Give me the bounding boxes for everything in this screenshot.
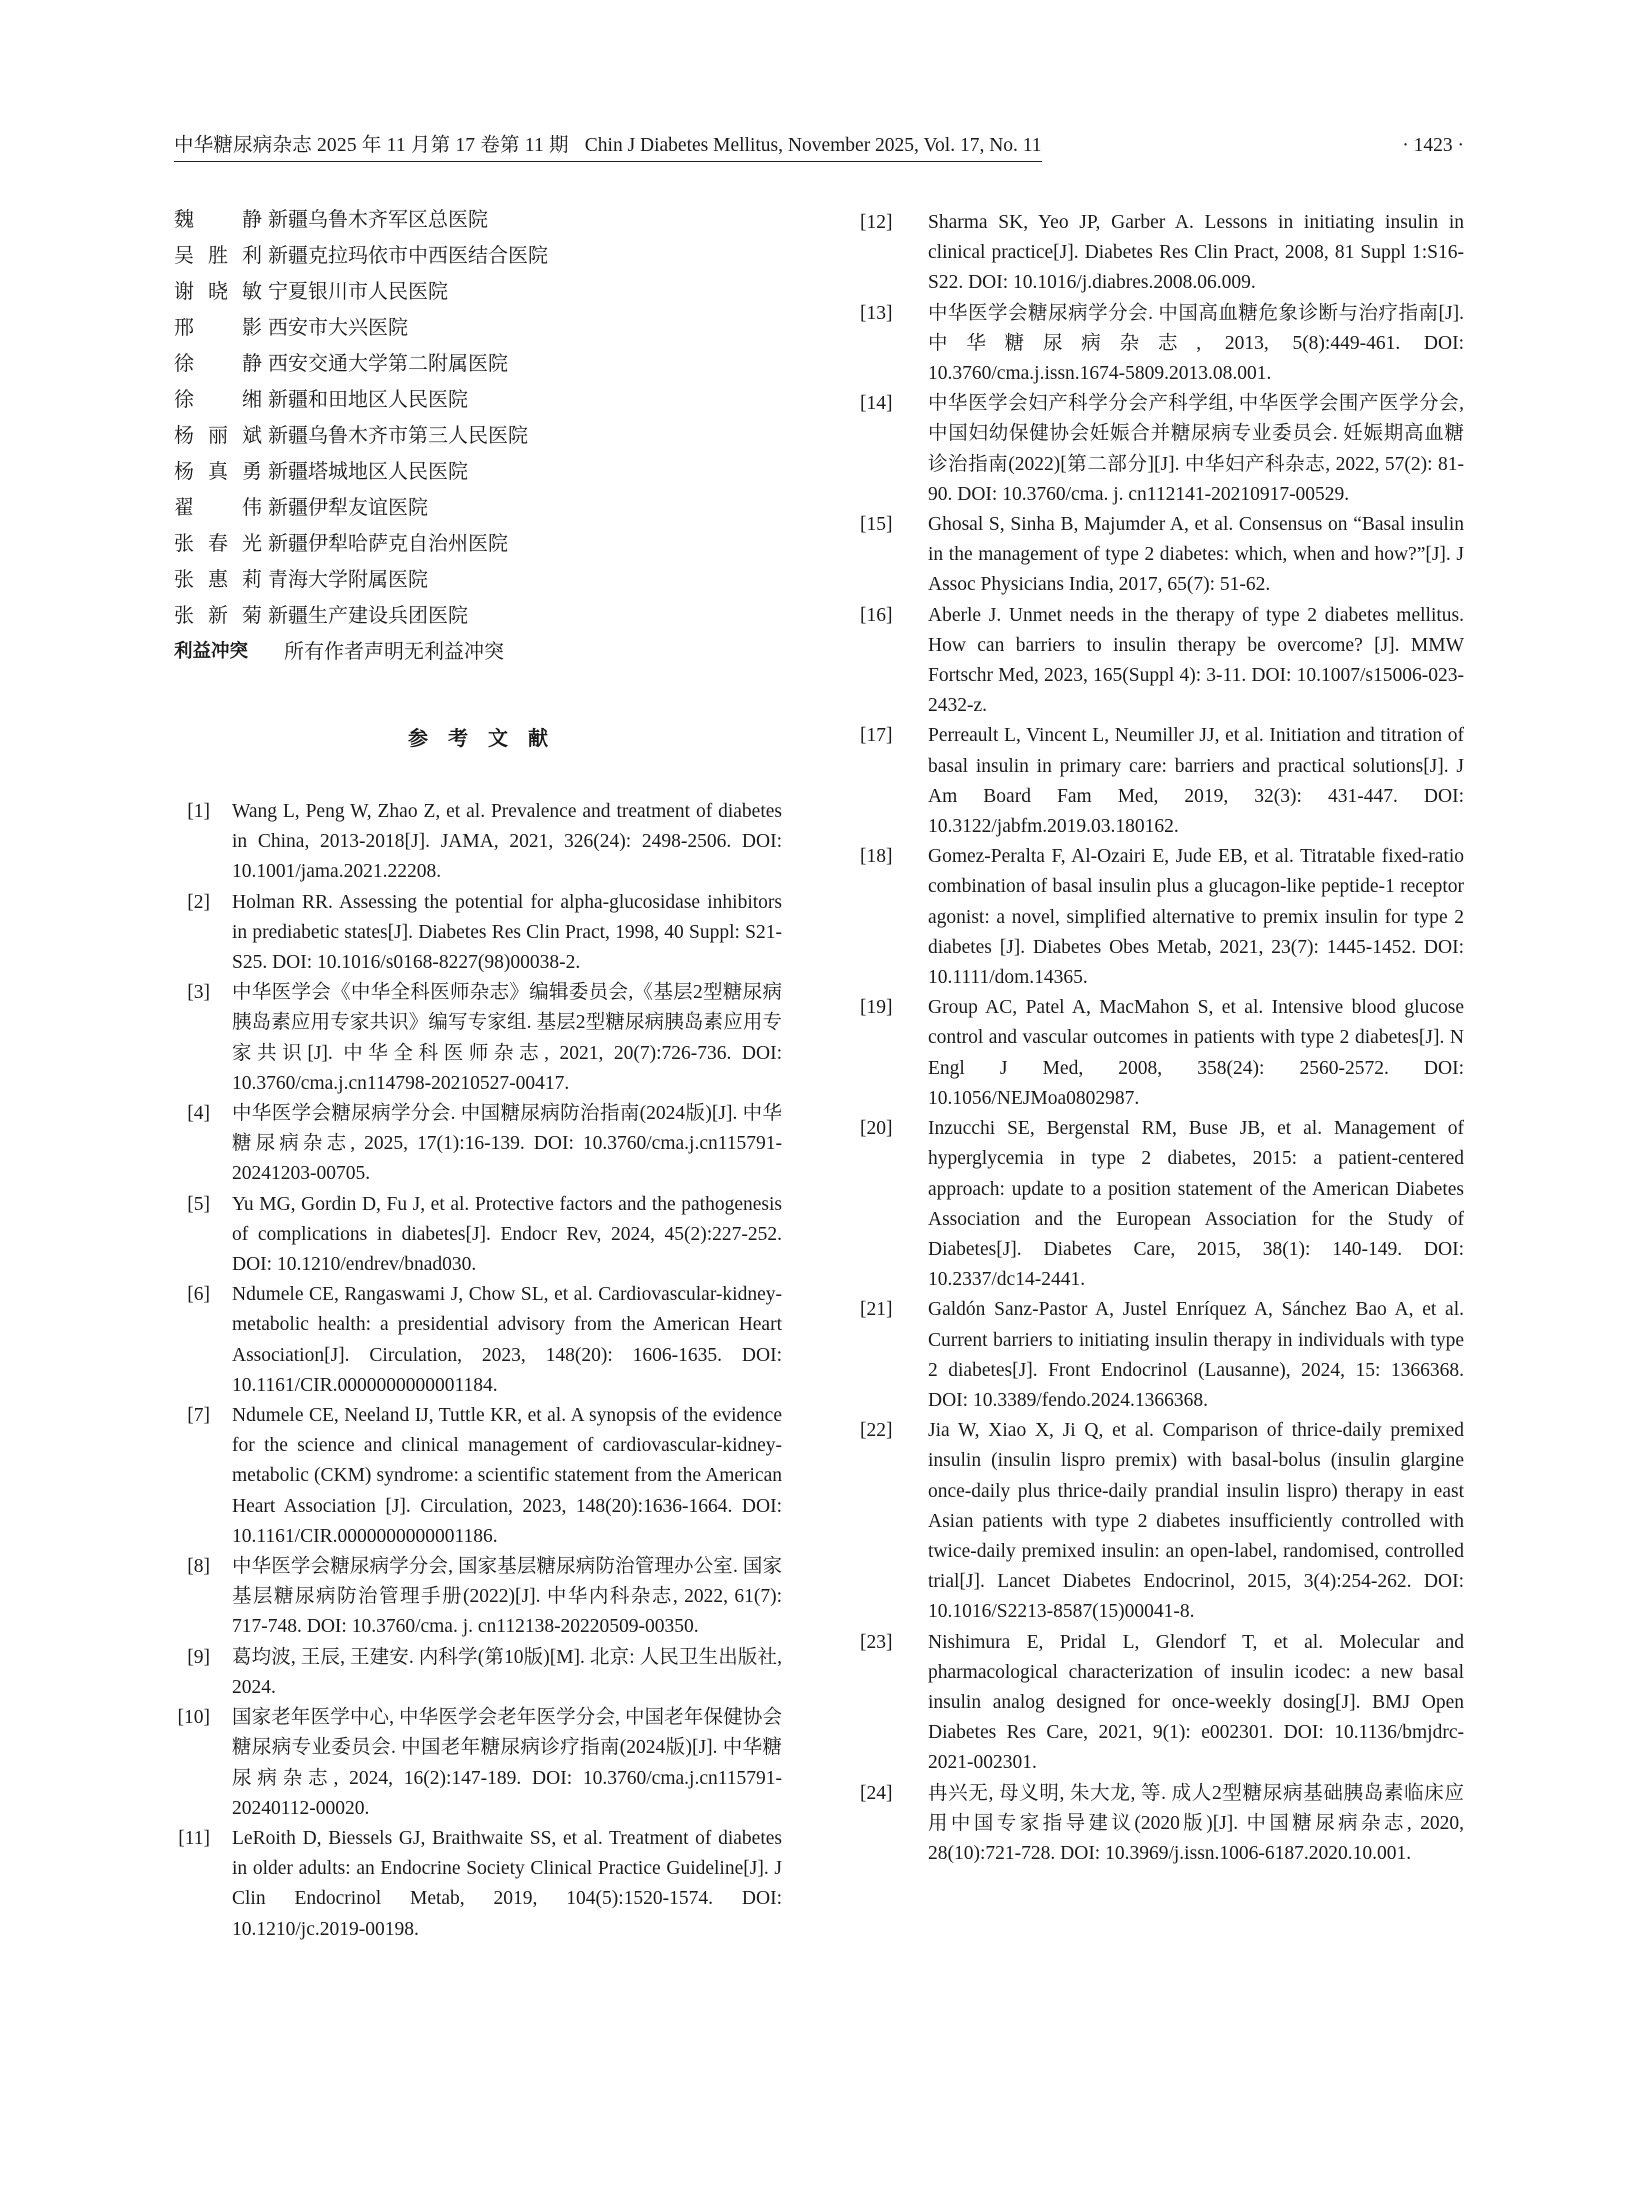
reference-text: 中华医学会《中华全科医师杂志》编辑委员会,《基层2型糖尿病胰岛素应用专家共识》编写专家组. 基层2型糖尿病胰岛素应用专家共识[J]. 中华全科医师杂志, 2021, 20(7):726-736. DOI: 10.3760/cma.j.cn114798-20210527-00417. <box>232 982 782 1094</box>
reference-number: [19] <box>860 997 893 1019</box>
author-institution: 新疆乌鲁木齐军区总医院 <box>268 209 488 231</box>
reference-item <box>174 1552 782 1643</box>
reference-number: [3] <box>187 982 210 1004</box>
reference-item <box>860 842 1464 993</box>
reference-number: [6] <box>187 1284 210 1306</box>
reference-item <box>174 1703 782 1824</box>
reference-item <box>860 510 1464 601</box>
reference-text: Sharma SK, Yeo JP, Garber A. Lessons in initiating insulin in clinical practice[J]. Diabetes Res Clin Pract, 2008, 81 Suppl 1:S16-S22. DOI: 10.1016/j.diabres.2008.06.009. <box>928 212 1464 294</box>
author-name: 魏 静 <box>174 209 262 231</box>
reference-text: 国家老年医学中心, 中华医学会老年医学分会, 中国老年保健协会糖尿病专业委员会. 中国老年糖尿病诊疗指南(2024版)[J]. 中华糖尿病杂志, 2024, 16(2):147-189. DOI: 10.3760/cma.j.cn115791-20240112-00020. <box>232 1707 782 1819</box>
author-institution: 西安市大兴医院 <box>268 317 408 339</box>
reference-number: [14] <box>860 393 893 415</box>
reference-number: [23] <box>860 1631 893 1653</box>
author-row <box>174 388 782 424</box>
author-row <box>174 424 782 460</box>
reference-item <box>860 721 1464 842</box>
reference-number: [4] <box>187 1103 210 1125</box>
reference-text: LeRoith D, Biessels GJ, Braithwaite SS, et al. Treatment of diabetes in older adults: an Endocrine Society Clinical Practice Guideline[J]. J Clin Endocrinol Metab, 2019, 104(5):1520-1574. DOI: 10.1210/jc.2019-00198. <box>232 1827 782 1940</box>
references-heading: 参考文献 <box>408 726 568 750</box>
reference-item <box>860 601 1464 722</box>
author-institution: 青海大学附属医院 <box>268 569 428 591</box>
reference-item <box>860 299 1464 390</box>
author-row <box>174 568 782 604</box>
reference-number: [20] <box>860 1118 893 1140</box>
reference-text: Holman RR. Assessing the potential for alpha-glucosidase inhibitors in prediabetic states[J]. Diabetes Res Clin Pract, 1998, 40 Suppl: S21-S25. DOI: 10.1016/s0168-8227(98)00038-2. <box>232 891 782 974</box>
author-institution: 新疆伊犁友谊医院 <box>268 497 428 519</box>
author-row <box>174 496 782 532</box>
reference-item <box>174 1280 782 1401</box>
running-header <box>174 134 1042 162</box>
author-row <box>174 208 782 244</box>
reference-text: 中华医学会糖尿病学分会. 中国糖尿病防治指南(2024版)[J]. 中华糖尿病杂志, 2025, 17(1):16-139. DOI: 10.3760/cma.j.cn115791-20241203-00705. <box>232 1103 782 1185</box>
reference-text: Perreault L, Vincent L, Neumiller JJ, et al. Initiation and titration of basal insulin in primary care: barriers and practical solutions[J]. J Am Board Fam Med, 2019, 32(3): 431-447. DOI: 10.3122/jabfm.2019.03.180162. <box>928 725 1464 838</box>
reference-number: [9] <box>187 1646 210 1668</box>
author-name: 吴胜利 <box>174 245 262 267</box>
reference-item <box>860 389 1464 510</box>
reference-item <box>174 1643 782 1703</box>
reference-item <box>860 1295 1464 1416</box>
author-name: 张新菊 <box>174 605 262 627</box>
reference-text: Jia W, Xiao X, Ji Q, et al. Comparison of thrice-daily premixed insulin (insulin lispro premix) with basal-bolus (insulin glargine once-daily plus thrice-daily prandial insulin lispro) therapy in east Asian patients with type 2 diabetes insufficiently controlled with twice-daily premixed insulin: an open-label, randomised, controlled trial[J]. Lancet Diabetes Endocrinol, 2015, 3(4):254-262. DOI: 10.1016/S2213-8587(15)00041-8. <box>928 1420 1464 1623</box>
reference-text: 中华医学会糖尿病学分会. 中国高血糖危象诊断与治疗指南[J]. 中华糖尿病杂志, 2013, 5(8):449-461. DOI: 10.3760/cma.j.issn.1674-5809.2013.08.001. <box>928 302 1464 385</box>
author-institution: 新疆克拉玛依市中西医结合医院 <box>268 245 548 267</box>
reference-item <box>174 1824 782 1945</box>
reference-text: Yu MG, Gordin D, Fu J, et al. Protective factors and the pathogenesis of complications in diabetes[J]. Endocr Rev, 2024, 45(2):227-252. DOI: 10.1210/endrev/bnad030. <box>232 1193 782 1276</box>
reference-number: [2] <box>187 891 210 913</box>
reference-number: [18] <box>860 846 893 868</box>
page-header <box>174 134 1464 164</box>
author-name: 徐 缃 <box>174 389 262 411</box>
reference-number: [22] <box>860 1420 893 1442</box>
coi-text: 所有作者声明无利益冲突 <box>284 641 504 663</box>
reference-item <box>174 1401 782 1552</box>
reference-text: Nishimura E, Pridal L, Glendorf T, et al. Molecular and pharmacological characterization of insulin icodec: a new basal insulin analog designed for once-weekly dosing[J]. BMJ Open Diabetes Res Care, 2021, 9(1): e002301. DOI: 10.1136/bmjdrc-2021-002301. <box>928 1631 1464 1774</box>
left-column <box>174 208 782 1945</box>
author-institution: 新疆塔城地区人民医院 <box>268 461 468 483</box>
reference-item <box>860 1416 1464 1627</box>
reference-item <box>860 208 1464 299</box>
reference-text: Ndumele CE, Neeland IJ, Tuttle KR, et al. A synopsis of the evidence for the science and clinical management of cardiovascular-kidney-metabolic (CKM) syndrome: a scientific statement from the American Heart Association [J]. Circulation, 2023, 148(20):1636-1664. DOI: 10.1161/CIR.0000000000001186. <box>232 1405 782 1547</box>
author-name: 徐 静 <box>174 353 262 375</box>
author-institution: 新疆乌鲁木齐市第三人民医院 <box>268 425 528 447</box>
right-column <box>860 208 1464 1869</box>
author-row <box>174 352 782 388</box>
author-list <box>174 208 782 640</box>
reference-number: [8] <box>187 1556 210 1578</box>
author-name: 杨真勇 <box>174 461 262 483</box>
author-name: 杨丽斌 <box>174 425 262 447</box>
reference-text: 冉兴无, 母义明, 朱大龙, 等. 成人2型糖尿病基础胰岛素临床应用中国专家指导建议(2020版)[J]. 中国糖尿病杂志, 2020, 28(10):721-728. DOI: 10.3969/j.issn.1006-6187.2020.10.001. <box>928 1782 1464 1864</box>
author-institution: 新疆生产建设兵团医院 <box>268 605 468 627</box>
author-institution: 新疆和田地区人民医院 <box>268 389 468 411</box>
page-number: · 1423 · <box>1402 135 1464 156</box>
reference-number: [17] <box>860 725 893 747</box>
author-name: 邢 影 <box>174 317 262 339</box>
reference-item <box>174 1190 782 1281</box>
reference-number: [5] <box>187 1193 210 1215</box>
author-row <box>174 532 782 568</box>
reference-number: [7] <box>187 1405 210 1427</box>
reference-text: Ghosal S, Sinha B, Majumder A, et al. Consensus on “Basal insulin in the management of type 2 diabetes: which, when and how?”[J]. J Assoc Physicians India, 2017, 65(7): 51-62. <box>928 514 1464 596</box>
reference-number: [16] <box>860 604 893 626</box>
reference-text: Group AC, Patel A, MacMahon S, et al. Intensive blood glucose control and vascular outcomes in patients with type 2 diabetes[J]. N Engl J Med, 2008, 358(24): 2560-2572. DOI: 10.1056/NEJMoa0802987. <box>928 997 1464 1109</box>
journal-title-cn: 中华糖尿病杂志 2025 年 11 月第 17 卷第 11 期 <box>174 135 569 156</box>
author-row <box>174 244 782 280</box>
reference-number: [11] <box>178 1827 210 1849</box>
reference-number: [12] <box>860 212 893 233</box>
conflict-of-interest <box>174 640 782 676</box>
author-name: 翟 伟 <box>174 497 262 519</box>
reference-number: [24] <box>860 1782 893 1804</box>
author-institution: 宁夏银川市人民医院 <box>268 281 448 303</box>
journal-title-en: Chin J Diabetes Mellitus, November 2025, Vol. 17, No. 11 <box>584 135 1042 156</box>
author-name: 谢晓敏 <box>174 281 262 303</box>
reference-item <box>174 888 782 979</box>
reference-text: 中华医学会糖尿病学分会, 国家基层糖尿病防治管理办公室. 国家基层糖尿病防治管理手册(2022)[J]. 中华内科杂志, 2022, 61(7): 717-748. DOI: 10.3760/cma. j. cn112138-20220509-00350. <box>232 1556 782 1638</box>
reference-item <box>174 978 782 1099</box>
reference-text: Ndumele CE, Rangaswami J, Chow SL, et al. Cardiovascular-kidney-metabolic health: a presidential advisory from the American Heart Association[J]. Circulation, 2023, 148(20): 1606-1635. DOI: 10.1161/CIR.0000000000001184. <box>232 1284 782 1396</box>
reference-item <box>860 1114 1464 1295</box>
reference-text: 葛均波, 王辰, 王建安. 内科学(第10版)[M]. 北京: 人民卫生出版社, 2024. <box>232 1646 782 1698</box>
reference-list-right <box>860 208 1464 1869</box>
reference-number: [10] <box>177 1707 210 1729</box>
reference-text: Inzucchi SE, Bergenstal RM, Buse JB, et al. Management of hyperglycemia in type 2 diabetes, 2015: a patient-centered approach: update to a position statement of the American Diabetes Association and the European Association for the Study of Diabetes[J]. Diabetes Care, 2015, 38(1): 140-149. DOI: 10.2337/dc14-2441. <box>928 1118 1464 1291</box>
author-row <box>174 280 782 316</box>
author-row <box>174 316 782 352</box>
reference-text: Gomez-Peralta F, Al-Ozairi E, Jude EB, et al. Titratable fixed-ratio combination of basal insulin plus a glucagon-like peptide-1 receptor agonist: a novel, simplified alternative to premix insulin for type 2 diabetes [J]. Diabetes Obes Metab, 2021, 23(7): 1445-1452. DOI: 10.1111/dom.14365. <box>928 846 1464 989</box>
reference-number: [15] <box>860 514 893 536</box>
coi-label: 利益冲突 <box>174 641 249 662</box>
author-institution: 新疆伊犁哈萨克自治州医院 <box>268 533 508 555</box>
author-row <box>174 604 782 640</box>
author-name: 张春光 <box>174 533 262 555</box>
author-row <box>174 460 782 496</box>
reference-text: 中华医学会妇产科学分会产科学组, 中华医学会围产医学分会, 中国妇幼保健协会妊娠合并糖尿病专业委员会. 妊娠期高血糖诊治指南(2022)[第二部分][J]. 中华妇产科杂志, 2022, 57(2): 81-90. DOI: 10.3760/cma. j. cn112141-20210917-00529. <box>928 393 1464 505</box>
reference-item <box>860 1628 1464 1779</box>
reference-item <box>174 1099 782 1190</box>
reference-number: [21] <box>860 1299 893 1321</box>
reference-text: Wang L, Peng W, Zhao Z, et al. Prevalence and treatment of diabetes in China, 2013-2018[J]. JAMA, 2021, 326(24): 2498-2506. DOI: 10.1001/jama.2021.22208. <box>232 801 782 883</box>
author-institution: 西安交通大学第二附属医院 <box>268 353 508 375</box>
reference-item <box>174 797 782 888</box>
reference-text: Galdón Sanz-Pastor A, Justel Enríquez A, Sánchez Bao A, et al. Current barriers to initiating insulin therapy in individuals with type 2 diabetes[J]. Front Endocrinol (Lausanne), 2024, 15: 1366368. DOI: 10.3389/fendo.2024.1366368. <box>928 1299 1464 1411</box>
author-name: 张惠莉 <box>174 569 262 591</box>
reference-text: Aberle J. Unmet needs in the therapy of type 2 diabetes mellitus. How can barriers to insulin therapy be overcome? [J]. MMW Fortschr Med, 2023, 165(Suppl 4): 3-11. DOI: 10.1007/s15006-023-2432-z. <box>928 604 1464 717</box>
reference-item <box>860 1779 1464 1870</box>
reference-number: [1] <box>187 801 210 822</box>
reference-number: [13] <box>860 302 893 324</box>
reference-item <box>860 993 1464 1114</box>
reference-list-left <box>174 797 782 1945</box>
